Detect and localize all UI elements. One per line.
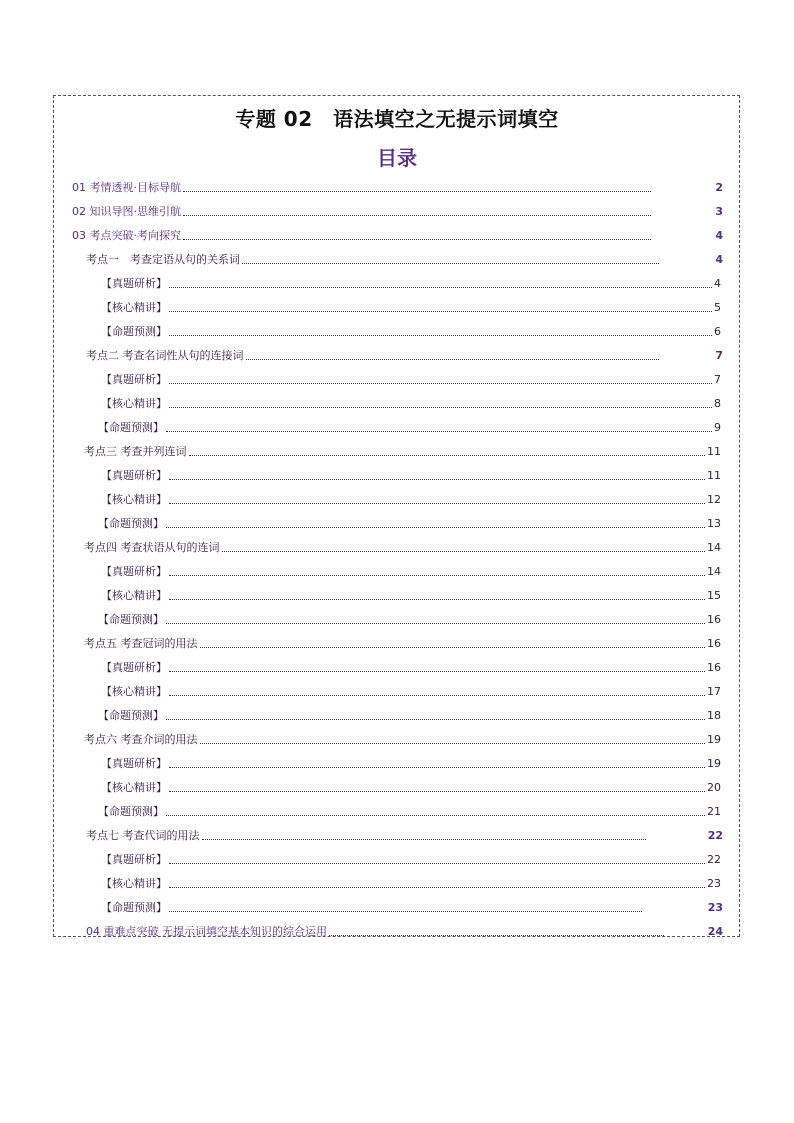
toc-entry-sub[interactable]	[98, 513, 721, 531]
toc-leader	[169, 383, 712, 384]
toc-entry-label: 【核心精讲】	[101, 589, 167, 602]
toc-entry-label: 【真题研析】	[101, 565, 167, 578]
toc-entry-03[interactable]	[72, 225, 723, 243]
toc-entry-label: 01 考情透视·目标导航	[72, 181, 181, 194]
toc-entry-page: 4	[715, 253, 723, 266]
toc-entry-sub[interactable]	[101, 873, 721, 891]
toc-entry-topic-5[interactable]	[84, 633, 721, 651]
toc-entry-label: 考点三 考查并列连词	[84, 445, 187, 458]
toc-entry-page: 11	[707, 469, 721, 482]
toc-entry-page: 3	[715, 205, 723, 218]
toc-entry-sub[interactable]	[101, 393, 721, 411]
toc-entry-label: 考点一 考查定语从句的关系词	[86, 253, 240, 266]
toc-entry-sub[interactable]	[101, 897, 723, 915]
toc-entry-topic-2[interactable]	[86, 345, 723, 363]
toc-entry-label: 【命题预测】	[98, 517, 164, 530]
toc-entry-sub[interactable]	[101, 465, 721, 483]
toc-leader	[169, 287, 712, 288]
toc-entry-page: 12	[707, 493, 721, 506]
toc-entry-page: 17	[707, 685, 721, 698]
toc-entry-01[interactable]	[72, 177, 723, 195]
toc-leader	[169, 407, 712, 408]
toc-entry-label: 【核心精讲】	[101, 685, 167, 698]
toc-entry-page: 22	[707, 829, 723, 842]
toc-entry-page: 13	[707, 517, 721, 530]
toc-leader	[169, 695, 705, 696]
toc-leader	[166, 623, 705, 624]
toc-entry-label: 【真题研析】	[101, 373, 167, 386]
toc-leader	[166, 719, 705, 720]
toc-entry-sub[interactable]	[101, 561, 721, 579]
toc-entry-label: 【核心精讲】	[101, 397, 167, 410]
toc-leader	[189, 455, 706, 456]
toc-entry-label: 02 知识导图·思维引航	[72, 205, 181, 218]
toc-entry-label: 【真题研析】	[101, 853, 167, 866]
toc-entry-sub[interactable]	[101, 369, 721, 387]
toc-entry-page: 19	[707, 757, 721, 770]
toc-entry-label: 【真题研析】	[101, 661, 167, 674]
toc-leader	[222, 551, 706, 552]
toc-entry-page: 23	[707, 877, 721, 890]
toc-leader	[169, 911, 642, 912]
toc-entry-page: 15	[707, 589, 721, 602]
toc-entry-sub[interactable]	[98, 705, 721, 723]
toc-entry-topic-1[interactable]	[86, 249, 723, 267]
toc-leader	[166, 815, 705, 816]
toc-entry-label: 【命题预测】	[98, 613, 164, 626]
toc-entry-label: 【核心精讲】	[101, 301, 167, 314]
toc-entry-page: 4	[715, 229, 723, 242]
toc-entry-label: 【命题预测】	[98, 709, 164, 722]
toc-entry-page: 2	[715, 181, 723, 194]
page-title: 专题 02 语法填空之无提示词填空	[235, 107, 559, 131]
toc-leader	[200, 647, 706, 648]
toc-leader	[169, 479, 705, 480]
toc-entry-sub[interactable]	[101, 321, 721, 339]
toc-entry-page: 16	[707, 613, 721, 626]
toc-entry-label: 【命题预测】	[101, 325, 167, 338]
toc-leader	[329, 935, 664, 936]
toc-entry-sub[interactable]	[98, 609, 721, 627]
toc-leader	[169, 311, 712, 312]
toc-entry-label: 【命题预测】	[101, 901, 167, 914]
toc-entry-label: 考点七 考查代词的用法	[86, 829, 200, 842]
toc-leader	[169, 671, 705, 672]
toc-leader	[166, 431, 712, 432]
toc-leader	[242, 263, 659, 264]
toc-leader	[202, 839, 646, 840]
toc-entry-sub[interactable]	[101, 585, 721, 603]
toc-entry-sub[interactable]	[101, 657, 721, 675]
toc-entry-label: 考点五 考查冠词的用法	[84, 637, 198, 650]
toc-heading: 目录	[377, 146, 417, 170]
toc-leader	[183, 215, 651, 216]
toc-entry-page: 16	[707, 637, 721, 650]
toc-entry-page: 4	[714, 277, 721, 290]
toc-leader	[169, 767, 705, 768]
toc-entry-page: 7	[715, 349, 723, 362]
toc-entry-label: 【命题预测】	[98, 805, 164, 818]
toc-entry-label: 考点二 考查名词性从句的连接词	[86, 349, 244, 362]
toc-leader	[169, 887, 705, 888]
toc-entry-label: 【核心精讲】	[101, 493, 167, 506]
toc-entry-topic-6[interactable]	[84, 729, 721, 747]
toc-entry-page: 9	[714, 421, 721, 434]
toc-entry-page: 23	[707, 901, 723, 914]
toc-entry-page: 5	[714, 301, 721, 314]
toc-entry-label: 【真题研析】	[101, 277, 167, 290]
toc-entry-page: 20	[707, 781, 721, 794]
toc-leader	[169, 599, 705, 600]
toc-entry-sub[interactable]	[101, 297, 721, 315]
toc-entry-page: 24	[707, 925, 723, 938]
toc-entry-label: 【核心精讲】	[101, 877, 167, 890]
toc-entry-sub[interactable]	[101, 681, 721, 699]
toc-entry-page: 6	[714, 325, 721, 338]
toc-entry-sub[interactable]	[98, 417, 721, 435]
toc-entry-04[interactable]	[86, 921, 723, 939]
toc-leader	[169, 791, 705, 792]
toc-entry-label: 【核心精讲】	[101, 781, 167, 794]
toc-entry-label: 考点四 考查状语从句的连词	[84, 541, 220, 554]
toc-entry-page: 21	[707, 805, 721, 818]
toc-entry-page: 14	[707, 541, 721, 554]
toc-entry-topic-7[interactable]	[86, 825, 723, 843]
toc-entry-label: 考点六 考查介词的用法	[84, 733, 198, 746]
toc-entry-page: 11	[707, 445, 721, 458]
toc-entry-page: 14	[707, 565, 721, 578]
toc-entry-label: 【命题预测】	[98, 421, 164, 434]
toc-leader	[169, 863, 705, 864]
toc-entry-topic-4[interactable]	[84, 537, 721, 555]
toc-entry-02[interactable]	[72, 201, 723, 219]
toc-entry-label: 【真题研析】	[101, 469, 167, 482]
toc-entry-sub[interactable]	[101, 273, 721, 291]
toc-entry-topic-3[interactable]	[84, 441, 721, 459]
toc-entry-sub[interactable]	[101, 753, 721, 771]
toc-leader	[169, 575, 705, 576]
toc-entry-sub[interactable]	[101, 849, 721, 867]
toc-leader	[183, 239, 651, 240]
toc-entry-page: 16	[707, 661, 721, 674]
toc-entry-page: 22	[707, 853, 721, 866]
toc-entry-label: 03 考点突破·考向探究	[72, 229, 181, 242]
toc-entry-page: 7	[714, 373, 721, 386]
toc-entry-page: 18	[707, 709, 721, 722]
toc-entry-sub[interactable]	[98, 801, 721, 819]
toc-entry-label: 04 重难点突破 无提示词填空基本知识的综合运用	[86, 925, 327, 938]
toc-leader	[169, 503, 705, 504]
toc-leader	[169, 335, 712, 336]
toc-entry-sub[interactable]	[101, 489, 721, 507]
toc-entry-page: 19	[707, 733, 721, 746]
toc-entry-sub[interactable]	[101, 777, 721, 795]
toc-entry-label: 【真题研析】	[101, 757, 167, 770]
toc-entry-page: 8	[714, 397, 721, 410]
toc-leader	[200, 743, 706, 744]
toc-leader	[166, 527, 705, 528]
toc-leader	[183, 191, 651, 192]
toc-leader	[246, 359, 660, 360]
